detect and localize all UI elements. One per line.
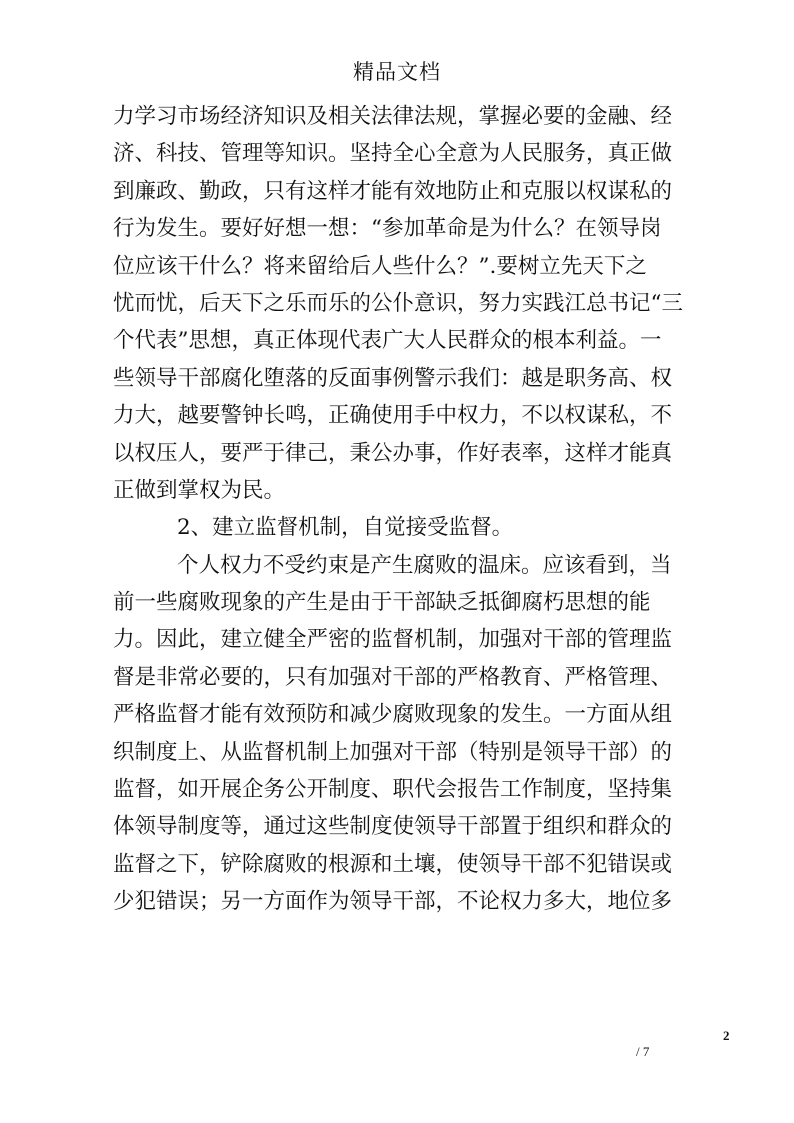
document-header-title: 精品文档 [353,60,441,84]
text-line: 监督之下，铲除腐败的根源和土壤，使领导干部不犯错误或 [113,851,673,877]
text-line: 少犯错误；另一方面作为领导干部，不论权力多大，地位多 [113,889,673,915]
text-line: 前一些腐败现象的产生是由于干部缺乏抵御腐朽思想的能 [113,590,651,616]
text-line: 监督，如开展企务公开制度、职代会报告工作制度，坚持集 [113,777,673,803]
text-line: 力。因此，建立健全严密的监督机制，加强对干部的管理监 [113,627,673,653]
text-line: 力大，越要警钟长鸣，正确使用手中权力，不以权谋私，不 [113,403,673,429]
text-line: 济、科技、管理等知识。坚持全心全意为人民服务，真正做 [113,141,673,167]
text-line: 严格监督才能有效预防和减少腐败现象的发生。一方面从组 [113,702,673,728]
text-line: 些领导干部腐化堕落的反面事例警示我们：越是职务高、权 [113,365,673,391]
section-heading: 2、建立监督机制，自觉接受监督。 [177,515,514,541]
text-line: 织制度上、从监督机制上加强对干部（特别是领导干部）的 [113,739,673,765]
text-line: 正做到掌权为民。 [113,477,286,503]
page-number: 2 [723,1028,730,1043]
text-line: 行为发生。要好好想一想：“参加革命是为什么？在领导岗 [113,216,662,242]
text-line: 位应该干什么？将来留给后人些什么？”.要树立先天下之 [113,253,647,279]
text-line: 以权压人，要严于律己，秉公办事，作好表率，这样才能真 [113,440,673,466]
text-line: 到廉政、勤政，只有这样才能有效地防止和克服以权谋私的 [113,178,673,204]
page-total: / 7 [636,1044,650,1059]
text-line: 忧而忧，后天下之乐而乐的公仆意识，努力实践江总书记“三 [113,290,683,316]
paragraph-first-line: 个人权力不受约束是产生腐败的温床。应该看到，当 [177,552,672,578]
text-line: 力学习市场经济知识及相关法律法规，掌握必要的金融、经 [113,104,673,129]
text-line: 督是非常必要的，只有加强对干部的严格教育、严格管理、 [113,664,673,690]
document-body [113,98,685,921]
text-line: 体领导制度等，通过这些制度使领导干部置于组织和群众的 [113,814,673,840]
text-line: 个代表”思想，真正体现代表广大人民群众的根本利益。一 [113,328,662,354]
